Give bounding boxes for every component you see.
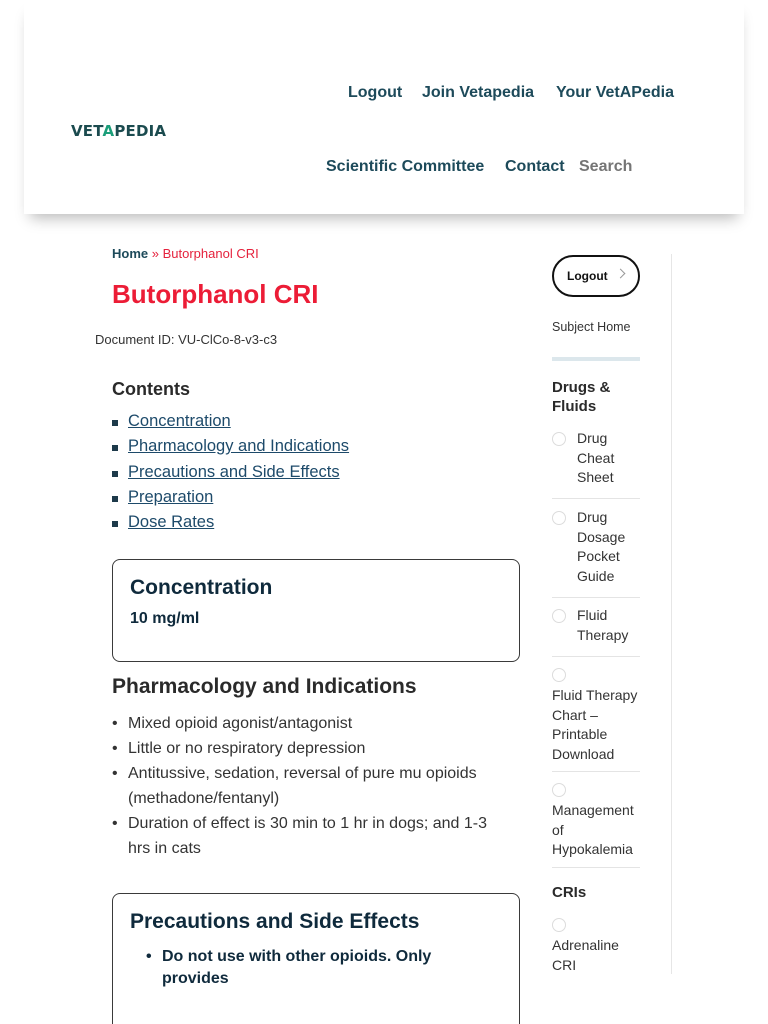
sidebar-item-drug-cheat-sheet[interactable]: Drug Cheat Sheet [552,429,640,489]
list-item: • Do not use with other opioids. Only provides [162,946,502,990]
toc-link-dose-rates[interactable]: Dose Rates [128,513,215,532]
sidebar-rule [552,357,640,361]
sidebar-item-fluid-therapy-chart[interactable]: Fluid Therapy Chart – Printable Download [552,668,640,764]
nav-logout[interactable]: Logout [348,84,403,101]
nav-join-vetapedia[interactable]: Join Vetapedia [422,84,535,101]
toc-link-precautions[interactable]: Precautions and Side Effects [128,462,340,481]
search-input[interactable] [579,158,669,176]
toc-item [112,513,349,538]
sidebar-separator [552,656,640,657]
concentration-box [112,559,520,662]
subject-home-link[interactable]: Subject Home [552,320,631,334]
toc-item [112,437,349,462]
toc-link-pharmacology[interactable]: Pharmacology and Indications [128,437,350,456]
sidebar-heading-drugs-fluids: Drugs & Fluids [552,379,611,415]
sidebar-divider [671,254,672,974]
radio-circle-icon [552,432,566,446]
list-item: • Antitussive, sedation, reversal of pure mu opioids (methadone/fentanyl) [128,761,513,811]
vetapedia-logo[interactable]: VETAPEDIA [71,122,167,140]
breadcrumb-current: Butorphanol CRI [162,246,259,261]
list-item: • Duration of effect is 30 min to 1 hr in dogs; and 1-3 hrs in cats [128,811,513,861]
precautions-list [162,946,502,990]
radio-circle-icon [552,511,566,525]
precautions-box [112,893,520,1024]
table-of-contents [112,412,349,538]
toc-item [112,488,349,513]
sidebar-separator [552,597,640,598]
precautions-title: Precautions and Side Effects [130,910,420,933]
sidebar-item-drug-dosage-guide[interactable]: Drug Dosage Pocket Guide [552,508,640,588]
radio-circle-icon [552,783,566,797]
sidebar-item-management-hypokalemia[interactable]: Management of Hypokalemia [552,783,640,861]
chevron-right-icon [616,269,626,279]
concentration-value: 10 mg/ml [130,610,200,627]
toc-item [112,412,349,437]
nav-your-vetapedia[interactable]: Your VetAPedia [556,84,674,101]
pharmacology-title: Pharmacology and Indications [112,675,417,698]
page-title: Butorphanol CRI [112,279,319,309]
sidebar-separator [552,867,640,868]
sidebar-logout-button[interactable] [552,255,640,297]
toc-link-preparation[interactable]: Preparation [128,487,214,506]
toc-link-concentration[interactable]: Concentration [128,412,231,430]
sidebar-separator [552,498,640,499]
radio-circle-icon [552,609,566,623]
breadcrumb-home[interactable]: Home [112,246,149,261]
toc-item [112,463,349,488]
radio-circle-icon [552,918,566,932]
logout-label: Logout [567,269,608,283]
concentration-title: Concentration [130,576,273,599]
list-item: • Mixed opioid agonist/antagonist [128,711,513,736]
breadcrumb [112,246,259,261]
nav-contact[interactable]: Contact [505,158,565,175]
contents-title: Contents [112,379,190,399]
document-id: Document ID: VU-ClCo-8-v3-c3 [95,332,278,347]
sidebar-item-fluid-therapy[interactable]: Fluid Therapy [552,606,640,648]
list-item: • Little or no respiratory depression [128,736,513,761]
radio-circle-icon [552,668,566,682]
breadcrumb-separator: » [151,246,159,261]
sidebar-heading-cris: CRIs [552,884,587,901]
sidebar-separator [552,771,640,772]
sidebar-item-adrenaline-cri[interactable]: Adrenaline CRI [552,918,640,974]
nav-scientific-committee[interactable]: Scientific Committee [326,158,485,175]
site-header [24,0,744,214]
pharmacology-list [128,711,513,861]
